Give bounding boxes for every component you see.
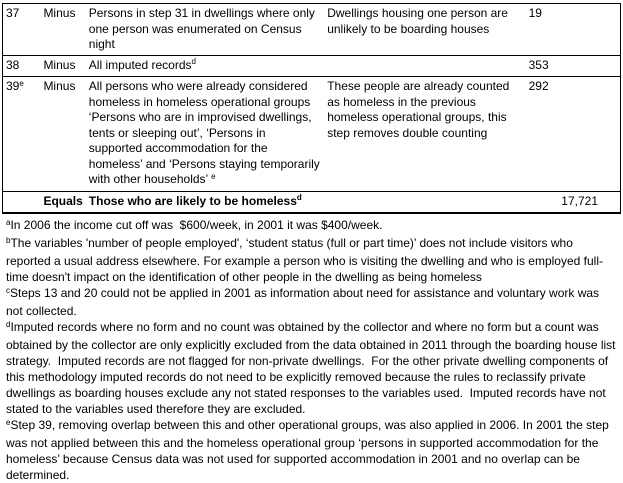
footnote-text: The variables 'number of people employed', ‘student status (full or part time)’ does not include visitors who reported a usual address elsewhere. For example a person who is visiting the dwelling and who is employed full-time doesn't impact on the identification of other people in the dwelling as being homeless <box>6 236 603 284</box>
value-text: 353 <box>528 57 549 72</box>
estimation-steps-table <box>2 3 621 214</box>
footnote-ref-e: e <box>19 78 24 88</box>
description-cell <box>86 55 324 77</box>
total-value-text: 17,721 <box>561 193 598 208</box>
operator-cell <box>40 191 85 213</box>
footnote-ref-d: d <box>296 193 302 202</box>
reason-cell <box>324 191 525 213</box>
value-cell <box>526 77 621 192</box>
reason-cell <box>324 77 525 192</box>
footnote-marker-a: a <box>6 217 11 227</box>
description-cell <box>86 77 324 192</box>
reason-text: These people are already counted as homeless in the previous homeless operational groups, this step removes double counting <box>327 79 513 140</box>
operator-label: Minus <box>43 57 76 72</box>
table-row-step-38 <box>3 55 621 77</box>
step-number-cell <box>3 4 41 56</box>
footnote-marker-c: c <box>6 285 10 295</box>
operator-cell <box>40 77 85 192</box>
footnotes-section <box>2 216 621 483</box>
total-value-cell <box>526 191 621 213</box>
description-cell <box>86 191 324 213</box>
step-number-cell <box>3 55 41 77</box>
description-text: All imputed records <box>88 57 192 72</box>
footnote-ref-d: d <box>191 57 196 66</box>
footnote-e <box>6 417 617 483</box>
footnote-text: In 2006 the income cut off was $600/week, in 2001 it was $400/week. <box>10 218 383 232</box>
step-number-cell <box>3 191 41 213</box>
footnote-c <box>6 285 617 319</box>
value-text: 19 <box>528 6 542 20</box>
value-cell <box>526 4 621 56</box>
footnote-b <box>6 235 617 285</box>
operator-cell <box>40 55 85 77</box>
footnote-ref-e: e <box>211 171 216 181</box>
footnote-d <box>6 319 617 417</box>
footnote-text: Steps 13 and 20 could not be applied in 2001 as information about need for assistance and voluntary work was not collected. <box>6 286 603 318</box>
footnote-text: Imputed records where no form and no count was obtained by the collector and where no form but a count was obtained by the collector are only explicitly excluded from the data obtained in 2011 through the boarding house list strategy. Imputed records are not flagged for non-private dwellings. For the other private dwelling components of this methodology imputed records do not need to be explicitly removed because the rules to reclassify private dwellings as boarding houses exclude any not stated responses to the variables used. Imputed records have not stated to the variables used therefore they are excluded. <box>6 320 619 416</box>
table-row-equals-total <box>3 191 621 213</box>
description-text: Those who are likely to be homeless <box>88 193 297 208</box>
footnote-a <box>6 217 617 235</box>
reason-text: Dwellings housing one person are unlikely to be boarding houses <box>327 6 512 36</box>
step-number-cell <box>3 77 41 192</box>
table-row-step-37 <box>3 4 621 56</box>
footnote-text: Step 39, removing overlap between this and other operational groups, was also applied in 2006. In 2001 the step was not applied between this and the homeless operational group ‘persons in supported accommodation for the homeless’ because Census data was not used for supported accommodation in 2001 and no overlap can be determined. <box>6 418 613 482</box>
step-number: 38 <box>6 57 20 72</box>
footnote-marker-d: d <box>6 319 11 329</box>
description-text: All persons who were already considered homeless in homeless operational groups ‘Persons who are in improvised dwellings, tents or sleeping out’, ‘Persons in supported accommodation for the homeless’ and ‘Persons staying temporarily with other households’ <box>88 79 324 186</box>
description-cell <box>86 4 324 56</box>
operator-cell <box>40 4 85 56</box>
operator-label: Equals <box>43 193 83 208</box>
footnote-marker-e: e <box>6 417 11 427</box>
step-number: 39 <box>6 79 20 93</box>
reason-cell <box>324 4 525 56</box>
reason-cell <box>324 55 525 77</box>
description-text: Persons in step 31 in dwellings where only one person was enumerated on Census night <box>88 6 319 51</box>
operator-label: Minus <box>43 6 76 20</box>
value-text: 292 <box>528 79 549 93</box>
value-cell <box>526 55 621 77</box>
table-row-step-39 <box>3 77 621 192</box>
step-number: 37 <box>6 6 20 20</box>
footnote-marker-b: b <box>6 235 11 245</box>
operator-label: Minus <box>43 79 76 93</box>
